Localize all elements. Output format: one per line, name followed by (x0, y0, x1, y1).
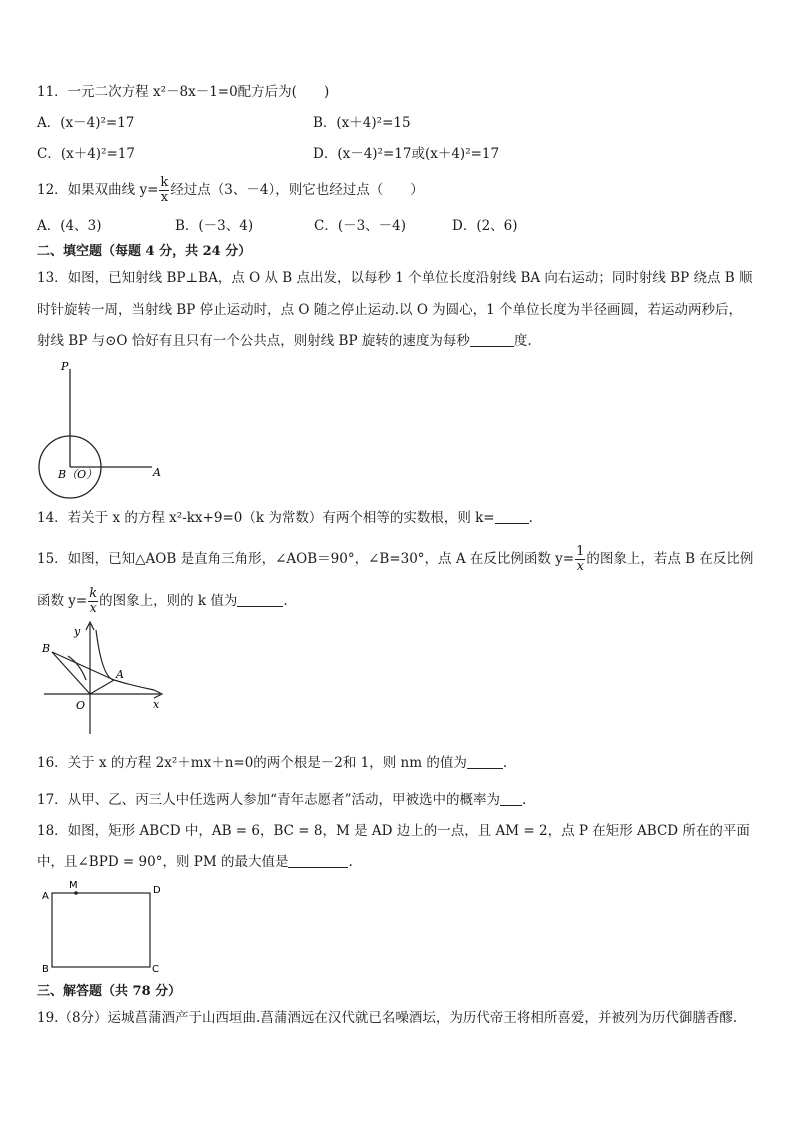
q13-figure (30, 355, 180, 505)
q12-option-b: B．(－3、4) (175, 218, 254, 234)
section-2-heading: 二、填空题（每题 4 分，共 24 分） (37, 244, 252, 259)
q15-line-2-end: . (283, 593, 288, 609)
q11-stem: 11．一元二次方程 x²－8x－1=0配方后为( ) (37, 84, 330, 100)
q12-frac-den: x (160, 190, 169, 205)
q12-option-c: C．(－3、－4) (314, 218, 407, 234)
q13-line-3-pre: 射线 BP 与⊙O 恰好有且只有一个公共点，则射线 BP 旋转的速度为每秒 (37, 333, 470, 349)
q13-line-1: 13．如图，已知射线 BP⊥BA，点 O 从 B 点出发，以每秒 1 个单位长度沿射线 BA 向右运动；同时射线 BP 绕点 B 顺 (37, 270, 753, 286)
label-b: B (42, 642, 51, 655)
q13-line-3 (37, 331, 532, 351)
q18-line-1: 18．如图，矩形 ABCD 中，AB = 6，BC = 8，M 是 AD 边上的一点，且 AM = 2，点 P 在矩形 ABCD 所在的平面 (37, 823, 750, 839)
q12-stem (37, 176, 424, 205)
q15-line-2-pre: 函数 y= (37, 593, 88, 609)
q12-frac-num: k (160, 175, 169, 190)
q13-answer-blank[interactable] (470, 332, 514, 347)
segment-oa (90, 680, 114, 694)
q16-line (37, 753, 507, 773)
q15-frac1-num: 1 (576, 544, 585, 559)
q18-line-2-post: . (348, 854, 353, 870)
q16-answer-blank[interactable] (467, 754, 503, 769)
q12-stem-pre: 12．如果双曲线 y= (37, 182, 159, 198)
q15-frac1-den: x (576, 559, 584, 574)
q15-fraction-2 (88, 587, 98, 616)
q18-answer-blank[interactable] (288, 853, 348, 868)
label-d: D (153, 885, 161, 896)
label-o: O (76, 699, 86, 712)
q12-option-a: A．(4、3) (37, 218, 102, 234)
q18-figure (36, 876, 166, 976)
label-b-o: B（O） (58, 468, 98, 481)
q15-figure (38, 618, 168, 740)
label-c: C (152, 964, 159, 975)
q14-answer-blank[interactable] (495, 509, 529, 524)
q19-line-1: 19.（8分）运城菖蒲酒产于山西垣曲.菖蒲酒远在汉代就已名噪酒坛，为历代帝王将相所喜爱，并被列为历代御膳香醪. (37, 1010, 738, 1026)
rectangle-abcd (52, 893, 150, 967)
q11-option-b: B．(x＋4)²=15 (313, 115, 411, 131)
q15-answer-blank[interactable] (237, 592, 283, 607)
q15-line-1 (37, 545, 753, 574)
q18-line-2-pre: 中，且∠BPD = 90°，则 PM 的最大值是 (37, 854, 289, 870)
q15-frac2-den: x (89, 601, 97, 616)
label-x: x (153, 698, 160, 711)
q14-post: . (528, 510, 533, 526)
label-p: P (61, 360, 69, 373)
q17-post: . (521, 792, 527, 808)
q15-line-1-post: 的图象上，若点 B 在反比例 (586, 551, 754, 567)
q16-post: . (502, 755, 508, 771)
q12-stem-post: 经过点（3、－4），则它也经过点（ ） (170, 182, 424, 198)
section-3-heading: 三、解答题（共 78 分） (37, 984, 182, 999)
q17-line (37, 790, 526, 810)
q13-line-3-post: 度. (513, 333, 532, 349)
curve-y-1-over-x (96, 630, 154, 690)
q17-answer-blank[interactable] (500, 791, 522, 806)
q12-fraction (159, 176, 169, 205)
q11-option-d: D．(x－4)²=17或(x＋4)²=17 (313, 146, 500, 162)
curve-y-k-over-x (68, 656, 86, 680)
label-a: A (153, 466, 161, 479)
q15-line-2 (37, 587, 288, 616)
q13-line-2: 时针旋转一周，当射线 BP 停止运动时，点 O 随之停止运动.以 O 为圆心，1 个单位长度为半径画圆，若运动两秒后， (37, 302, 743, 318)
q14-line (37, 508, 533, 528)
point-m (74, 891, 78, 895)
q15-line-2-post: 的图象上，则的 k 值为 (99, 593, 238, 609)
q15-frac2-num: k (89, 586, 98, 601)
q11-option-c: C．(x＋4)²=17 (37, 146, 135, 162)
q11-option-a: A．(x－4)²=17 (37, 115, 135, 131)
q18-line-2 (37, 852, 353, 872)
label-y: y (74, 625, 81, 638)
label-b: B (42, 964, 49, 975)
q16-pre: 16．关于 x 的方程 2x²＋mx＋n=0的两个根是－2和 1，则 nm 的值为 (37, 755, 467, 771)
q15-line-1-pre: 15．如图，已知△AOB 是直角三角形，∠AOB＝90°，∠B=30°，点 A 在反比例函数 y= (37, 551, 575, 567)
q17-pre: 17．从甲、乙、丙三人中任选两人参加“青年志愿者”活动，甲被选中的概率为 (37, 792, 500, 808)
label-a: A (42, 891, 49, 902)
label-m: M (69, 880, 78, 891)
q12-option-d: D．(2、6) (452, 218, 518, 234)
segment-ba (52, 652, 114, 680)
q15-fraction-1 (575, 545, 585, 574)
label-a: A (116, 668, 124, 681)
q14-pre: 14．若关于 x 的方程 x²-kx+9=0（k 为常数）有两个相等的实数根，则 k= (37, 510, 495, 526)
